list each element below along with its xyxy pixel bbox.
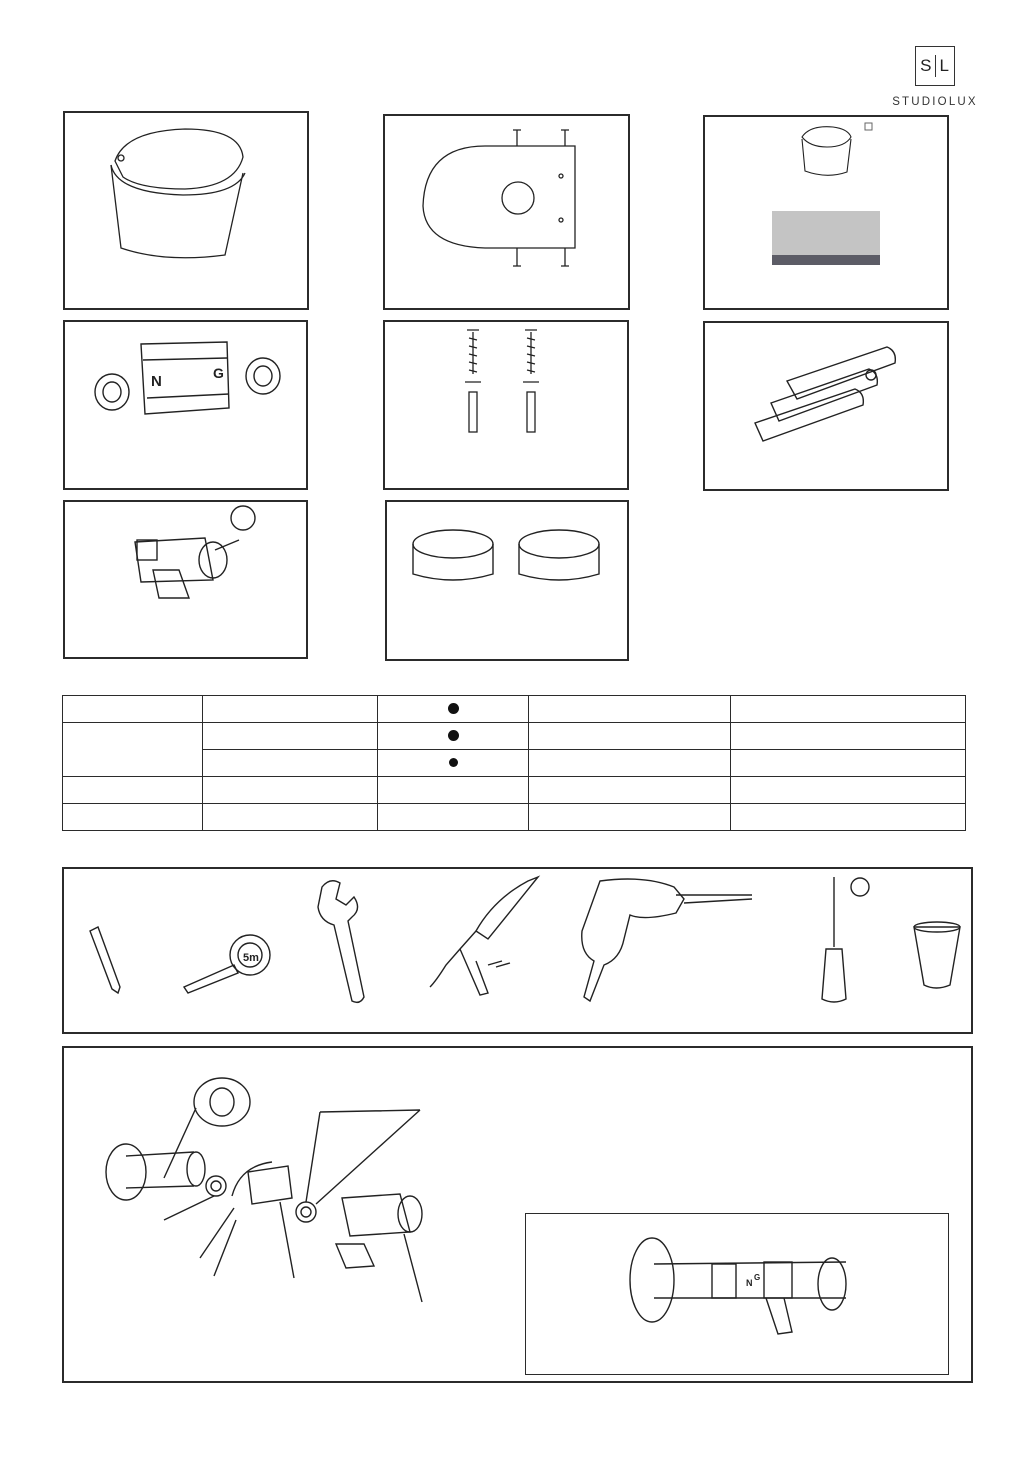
filled-dot-icon [449,758,458,767]
tools-illustration [64,869,971,1032]
n-g-connector-icon [65,322,306,488]
pencil-icon [90,927,120,993]
valve-label-g: G [754,1273,761,1282]
assembled-valve-icon [526,1214,947,1373]
connector-label-g: G [213,365,224,381]
logo-mark [915,46,955,86]
cup-icon [914,922,960,988]
connector-label-n: N [151,373,162,390]
logo-letter-l: L [939,56,950,75]
electric-drill-icon [582,879,752,1001]
tape-measure-icon [184,935,270,993]
assembled-valve-inset [525,1213,949,1375]
brand-name: STUDIOLUX [892,96,978,108]
part-box-angle-valve [63,500,308,659]
toilet-icon [65,113,307,308]
manual-icon [705,117,947,308]
screwdriver-icon [822,877,869,1002]
tools-panel [62,867,973,1034]
screws-and-anchors-icon [385,322,627,488]
connector-nut-icon [232,1162,292,1204]
part-box-batteries [703,321,949,491]
part-box-connector [63,320,308,490]
mounting-plate-icon [385,116,628,308]
seal-washer-icon [296,1202,316,1222]
spec-table [62,695,966,831]
angle-valve-icon [65,502,306,657]
adjustable-wrench-icon [318,881,364,1003]
wall-flange-pipe-icon [106,1144,205,1200]
installation-diagram-panel [62,1046,973,1383]
brand-logo [887,46,983,108]
seal-washer-icon [206,1176,226,1196]
table-row [63,696,966,723]
filled-dot-icon [448,703,459,714]
filled-dot-icon [448,730,459,741]
valve-label-n: N [746,1278,753,1288]
part-box-mounting-plate [383,114,630,310]
rubber-caps-icon [387,502,627,659]
part-box-caps [385,500,629,661]
part-box-screws [383,320,629,490]
table-row [63,723,966,750]
logo-letter-s: S [920,56,933,75]
tape-measure-label: 5m [243,952,259,964]
table-row [63,777,966,804]
aaa-batteries-icon [705,323,947,489]
part-box-manual [703,115,949,310]
ptfe-tape-icon [164,1078,250,1178]
table-row [63,804,966,831]
angle-valve-icon [336,1194,422,1268]
part-box-toilet [63,111,309,310]
caulking-gun-icon [430,877,538,995]
